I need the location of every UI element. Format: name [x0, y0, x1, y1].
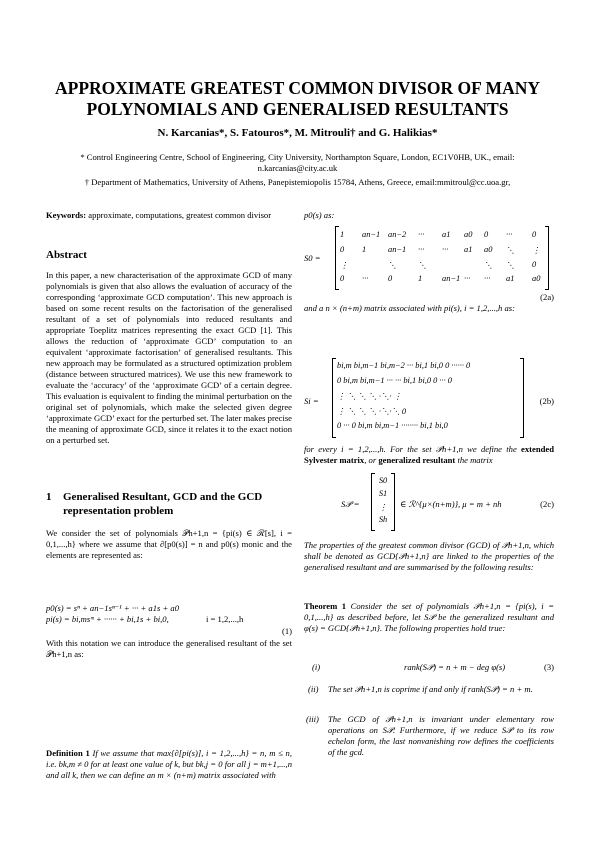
s0-cell: a1 — [442, 230, 451, 239]
affiliation-1 — [40, 152, 555, 174]
affiliation-1-line-2: n.karcanias@city.ac.uk — [257, 163, 338, 173]
equation-1-condition: i = 1,2,...,h — [206, 614, 244, 624]
s0-cell: ⋱ — [484, 261, 493, 270]
s0-cell: ··· — [362, 274, 369, 283]
s0-cell: ⋮ — [340, 261, 349, 270]
s0-cell: ··· — [442, 245, 449, 254]
property-ii-text: The set 𝒫h+1,n is coprime if and only if rank(S𝒫) = n + m. — [328, 684, 533, 694]
s0-cell: a1 — [506, 274, 515, 283]
s0-cell: 0 — [388, 274, 393, 283]
s0-cell: a0 — [484, 245, 493, 254]
property-ii-label: (ii) — [308, 684, 319, 694]
s0-cell: ··· — [506, 230, 513, 239]
section-1-paragraph-2: With this notation we can introduce the generalised resultant of the set 𝒫h+1,n as: — [46, 638, 292, 659]
theorem-1-text: Consider the set of polynomials 𝒫h+1,n = {pi(s), i = 0,1,...,h} as described before, let S𝒫 be the generalized resultant and φ(s) = GCD{𝒫h+1,n}. The following properties hold true: — [304, 601, 554, 633]
si-row-4: ⋮ ⋱ ⋱ ⋱ ·⋱·⋱ 0 — [337, 407, 407, 416]
s0-cell: a0 — [532, 274, 541, 283]
keywords-text: approximate, computations, greatest common divisor — [88, 210, 272, 220]
theorem-1 — [304, 601, 554, 634]
equation-1-line-2: pi(s) = bi,msᵐ + ······ + bi,1s + bi,0, — [46, 614, 169, 624]
s0-cell: ··· — [484, 274, 491, 283]
theorem-1-label: Theorem 1 — [304, 601, 347, 611]
equation-2b-number: (2b) — [539, 396, 554, 406]
text-after-2b-part-1: for every i = 1,2,...,h. For the set 𝒫h+1,n we define the — [304, 444, 517, 454]
equation-3-number: (3) — [543, 662, 554, 672]
equation-1-line-2-row — [46, 614, 292, 625]
s0-cell: 0 — [532, 230, 537, 239]
text-after-2b-part-3: the matrix — [457, 455, 493, 465]
s0-cell: ⋮ — [532, 246, 541, 255]
definition-1-label: Definition 1 — [46, 748, 90, 758]
s0-cell: an−1 — [442, 274, 461, 283]
equation-2a-number: (2a) — [540, 292, 554, 302]
paper-title — [40, 78, 555, 120]
s0-cell: 1 — [340, 230, 345, 239]
s0-cell: a0 — [464, 230, 473, 239]
definition-1 — [46, 748, 292, 781]
s0-cell: 0 — [340, 245, 345, 254]
property-ii — [304, 684, 554, 695]
s0-cell: ⋱ — [506, 246, 515, 255]
extended-sylvester-term: extended Sylvester matrix — [304, 444, 554, 465]
section-1-heading-line-1: Generalised Resultant, GCD and the GCD — [63, 491, 263, 503]
s0-cell: 0 — [532, 260, 537, 269]
si-row-1: bi,m bi,m−1 bi,m−2 ··· bi,1 bi,0 0 ······ 0 — [337, 361, 471, 370]
property-iii — [304, 714, 554, 758]
s0-cell: ⋱ — [418, 261, 427, 270]
gcd-properties-paragraph: The properties of the greatest common divisor (GCD) of 𝒫h+1,n, which shall be denoted as GCD{𝒫h+1,n} are linked to the properties of the generalised resultant and are summarised by the following results: — [304, 540, 554, 572]
property-i-label: (i) — [312, 662, 321, 672]
property-iii-label: (iii) — [306, 714, 319, 724]
abstract-text: In this paper, a new characterisation of the approximate GCD of many polynomials is given that also allows the evaluation of accuracy of the corresponding ‘approximate GCD computation’. This new approach is based on some recent results on the factorisation of the generalised resultant of a set of polynomials into reduced resultants and appropriate Toeplitz matrices representing the exact GCD [1]. This allows the reduction of ‘approximate GCD’ computation to an equivalent ‘approximate factorisation’ of generalised resultants. This new approach may be formulated as a structured optimization problem (distance between structured matrices). We use this new framework to evaluate the ‘accuracy’ of the ‘approximate GCD’ of a certain degree. This evaluation is equivalent to finding the minimal perturbation on the original set of polynomials, which make the selected given degree ‘approximate GCD’ exact for the perturbed set. The later makes precise the meaning of approximate GCD, since it relates it to the exact notion on a perturbed set. — [46, 270, 292, 445]
s0-cell: ⋱ — [506, 261, 515, 270]
generalized-resultant-term: generalized resultant — [378, 455, 456, 465]
sp-row-3: ⋮ — [378, 503, 388, 512]
s0-cell: 1 — [362, 245, 367, 254]
s0-cell: a1 — [464, 245, 473, 254]
s0-cell: an−2 — [388, 230, 407, 239]
s0-cell: ⋱ — [388, 261, 397, 270]
s0-cell: ··· — [464, 274, 471, 283]
authors: N. Karcanias*, S. Fatouros*, M. Mitrouli† and G. Halikias* — [157, 127, 438, 139]
s0-cell: an−1 — [388, 245, 407, 254]
text-after-2a: and a n × (n+m) matrix associated with pi(s), i = 1,2,...,h as: — [304, 303, 515, 313]
text-after-2b — [304, 444, 554, 466]
s0-cell: 0 — [340, 274, 345, 283]
section-1-heading-line-2: representation problem — [63, 505, 174, 517]
si-row-2: 0 bi,m bi,m−1 ··· ··· bi,1 bi,0 0 ··· 0 — [337, 376, 452, 385]
s0-cell: ··· — [418, 245, 425, 254]
section-1-heading — [46, 490, 292, 518]
section-1-paragraph-1: We consider the set of polynomials 𝒫h+1,n = {pi(s) ∈ ℛ[s], i = 0,1,...,h} where we assume that ∂[p0(s)] = n and p0(s) monic and the elements are represented as: — [46, 528, 292, 560]
sp-label: S𝒫 = — [341, 499, 360, 509]
abstract-heading: Abstract — [46, 249, 87, 261]
sp-row-1: S0 — [378, 476, 388, 485]
sp-row-2: S1 — [378, 489, 388, 498]
section-1-number: 1 — [46, 491, 52, 503]
si-row-5: 0 ··· 0 bi,m bi,m−1 ········ bi,1 bi,0 — [337, 421, 448, 430]
s0-label: S0 = — [304, 253, 321, 263]
property-iii-text: The GCD of 𝒫h+1,n is invariant under elementary row operations on S𝒫. Furthermore, if we reduce S𝒫 to its row echelon form, the last nonvanishing row defines the coefficients of the gcd. — [328, 714, 554, 757]
s0-matrix — [335, 227, 549, 289]
text-after-2b-part-2: , or — [364, 455, 377, 465]
si-row-3: ⋮ ⋱ ⋱ ⋱ ·⋱· ⋮ — [337, 392, 402, 401]
equation-2c-number: (2c) — [540, 499, 554, 509]
equation-1-number: (1) — [281, 626, 292, 636]
keywords — [46, 210, 292, 221]
equation-1 — [46, 603, 292, 625]
s0-cell: an−1 — [362, 230, 381, 239]
affiliation-2: † Department of Mathematics, University of Athens, Panepistemiopolis 15784, Athens, Greece, email:mmitroul@cc.uoa.gr, — [84, 177, 511, 187]
p0-label: p0(s) as: — [304, 210, 335, 220]
equation-1-line-1: p0(s) = sⁿ + an−1sⁿ⁻¹ + ··· + a1s + a0 — [46, 603, 180, 613]
sp-row-4: Sh — [378, 515, 388, 524]
keywords-label: Keywords: — [46, 210, 87, 220]
sp-membership: ∈ ℛ^{μ×(n+m)}, μ = m + nh — [400, 499, 502, 509]
property-i-equation: rank(S𝒫) = n + m − deg φ(s) — [404, 662, 506, 672]
title-line-2: POLYNOMIALS AND GENERALISED RESULTANTS — [86, 99, 509, 119]
affiliation-1-line-1: * Control Engineering Centre, School of Engineering, City University, Northampton Square, London, EC1V0HB, UK., email: — [80, 152, 515, 162]
definition-1-text: If we assume that max{∂[pi(s)], i = 1,2,...,h} = n, m ≤ n, i.e. bk,m ≠ 0 for at least one value of k, but bk,j = 0 for all j = m+1,...,n and all k, then we can define an m × (n+m) matrix associated with — [46, 748, 292, 780]
si-label: Si = — [304, 396, 319, 406]
s0-cell: 1 — [418, 274, 423, 283]
s0-cell: ··· — [418, 230, 425, 239]
title-line-1: APPROXIMATE GREATEST COMMON DIVISOR OF MANY — [55, 78, 540, 98]
s0-cell: 0 — [484, 230, 489, 239]
